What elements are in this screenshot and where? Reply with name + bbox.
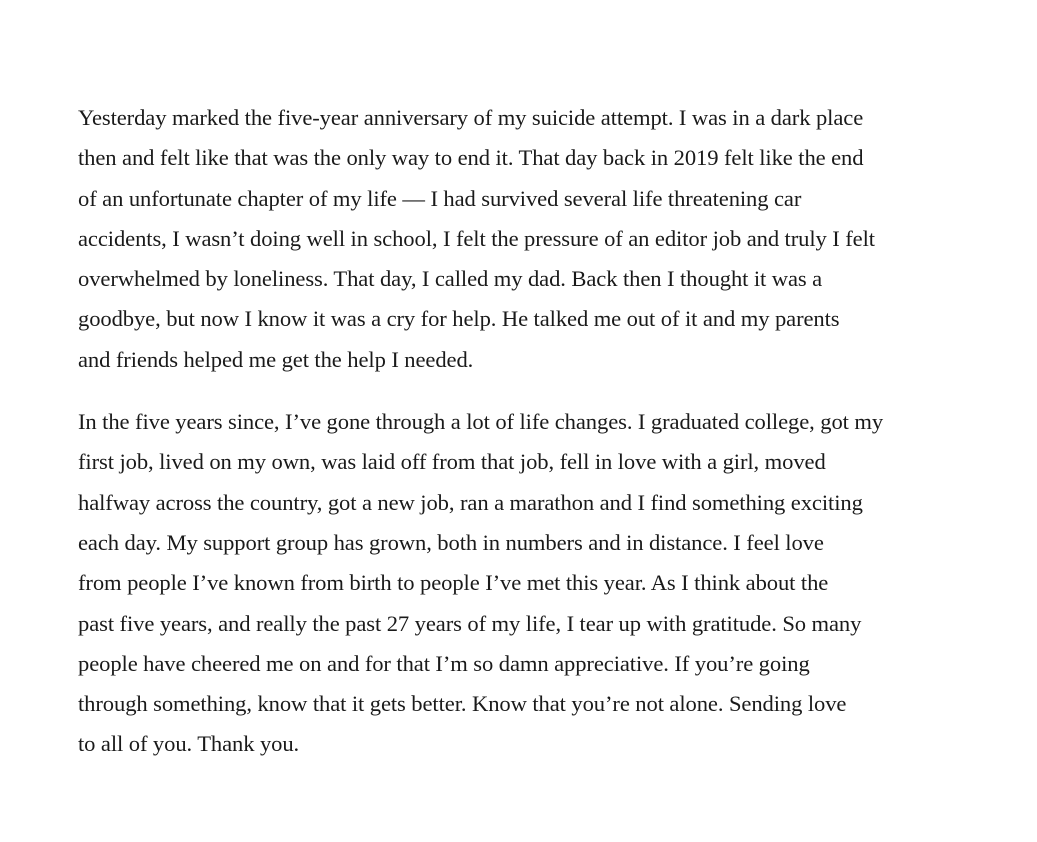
paragraph-line: people have cheered me on and for that I’m so damn appreciative. If you’re going: [78, 650, 810, 676]
paragraph-line: halfway across the country, got a new job, ran a marathon and I find something exciting: [78, 489, 863, 515]
paragraph-line: and friends helped me get the help I needed.: [78, 346, 474, 372]
paragraph-line: each day. My support group has grown, both in numbers and in distance. I feel love: [78, 529, 824, 555]
paragraph-line: past five years, and really the past 27 years of my life, I tear up with gratitude. So many: [78, 610, 862, 636]
paragraph-line: In the five years since, I’ve gone through a lot of life changes. I graduated college, got my: [78, 409, 884, 435]
paragraph-1: [78, 98, 978, 380]
paragraph-line: Yesterday marked the five-year anniversary of my suicide attempt. I was in a dark place: [78, 105, 864, 130]
paragraph-line: then and felt like that was the only way to end it. That day back in 2019 felt like the end: [78, 145, 864, 171]
paragraph-line: to all of you. Thank you.: [78, 731, 300, 757]
paragraph-line: goodbye, but now I know it was a cry for help. He talked me out of it and my parents: [78, 306, 840, 332]
paragraph-line: overwhelmed by loneliness. That day, I called my dad. Back then I thought it was a: [78, 266, 823, 292]
paragraph-line: through something, know that it gets better. Know that you’re not alone. Sending love: [78, 691, 847, 717]
paragraph-2: [78, 402, 978, 765]
paragraph-line: accidents, I wasn’t doing well in school, I felt the pressure of an editor job and truly I felt: [78, 225, 875, 251]
paragraph-line: first job, lived on my own, was laid off from that job, fell in love with a girl, moved: [78, 449, 826, 475]
paragraph-line: of an unfortunate chapter of my life — I had survived several life threatening car: [78, 185, 802, 211]
paragraph-line: from people I’ve known from birth to people I’ve met this year. As I think about the: [78, 570, 829, 596]
post-body: [78, 98, 978, 765]
